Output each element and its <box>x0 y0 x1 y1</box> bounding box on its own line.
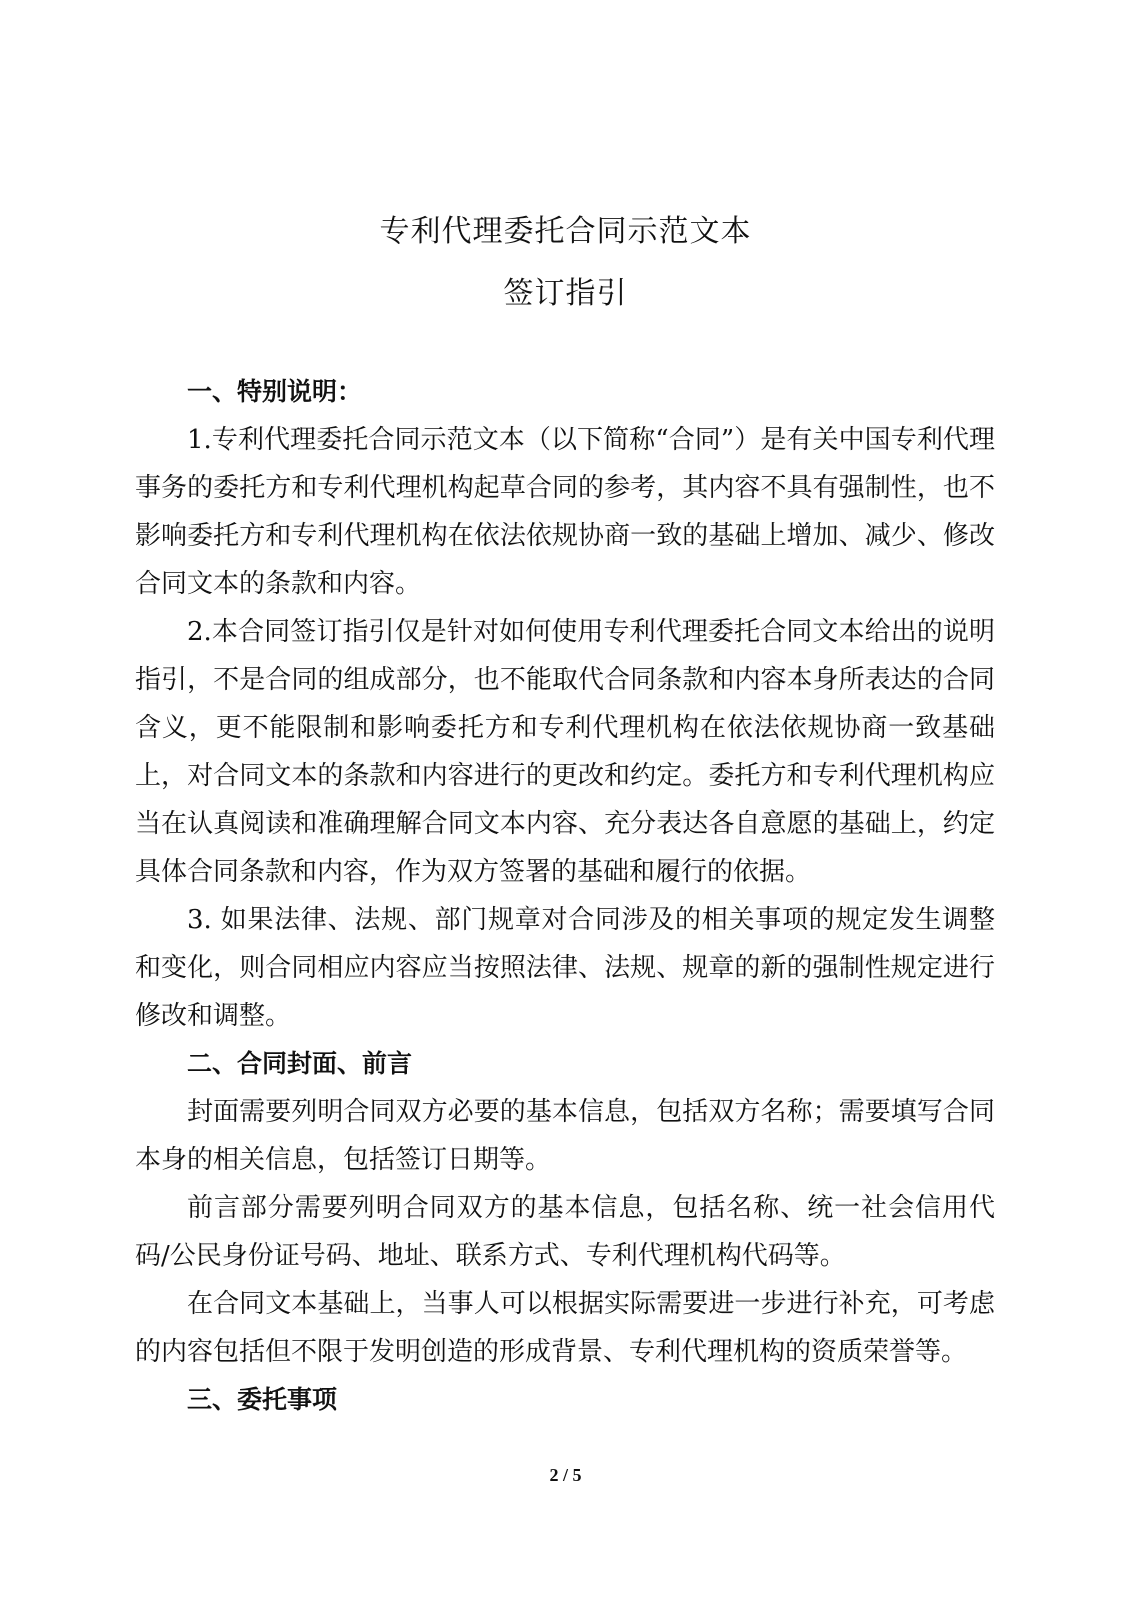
section-heading-entrusted-matters: 三、委托事项 <box>187 1385 338 1414</box>
paragraph: 在合同文本基础上，当事人可以根据实际需要进一步进行补充，可考虑的内容包括但不限于发明创造的形成背景、专利代理机构的资质荣誉等。 <box>135 1289 995 1367</box>
section-heading-cover-preface: 二、合同封面、前言 <box>187 1049 413 1078</box>
paragraph: 前言部分需要列明合同双方的基本信息，包括名称、统一社会信用代码/公民身份证号码、地址、联系方式、专利代理机构代码等。 <box>135 1193 995 1271</box>
paragraph: 2.本合同签订指引仅是针对如何使用专利代理委托合同文本给出的说明指引，不是合同的组成部分，也不能取代合同条款和内容本身所表达的合同含义，更不能限制和影响委托方和专利代理机构在依法依规协商一致基础上，对合同文本的条款和内容进行的更改和约定。委托方和专利代理机构应当在认真阅读和准确理解合同文本内容、充分表达各自意愿的基础上，约定具体合同条款和内容，作为双方签署的基础和履行的依据。 <box>135 617 995 887</box>
section-heading-special-notes: 一、特别说明： <box>187 377 363 406</box>
document-body <box>135 368 995 1424</box>
document-subtitle: 签订指引 <box>503 276 628 311</box>
paragraph: 1.专利代理委托合同示范文本（以下简称“合同”）是有关中国专利代理事务的委托方和专利代理机构起草合同的参考，其内容不具有强制性，也不影响委托方和专利代理机构在依法依规协商一致的基础上增加、减少、修改合同文本的条款和内容。 <box>135 425 995 599</box>
paragraph: 封面需要列明合同双方必要的基本信息，包括双方名称；需要填写合同本身的相关信息，包括签订日期等。 <box>135 1097 995 1175</box>
paragraph: 3. 如果法律、法规、部门规章对合同涉及的相关事项的规定发生调整和变化，则合同相应内容应当按照法律、法规、规章的新的强制性规定进行修改和调整。 <box>135 905 995 1031</box>
document-title: 专利代理委托合同示范文本 <box>379 214 752 249</box>
page-number: 2 / 5 <box>549 1465 582 1485</box>
